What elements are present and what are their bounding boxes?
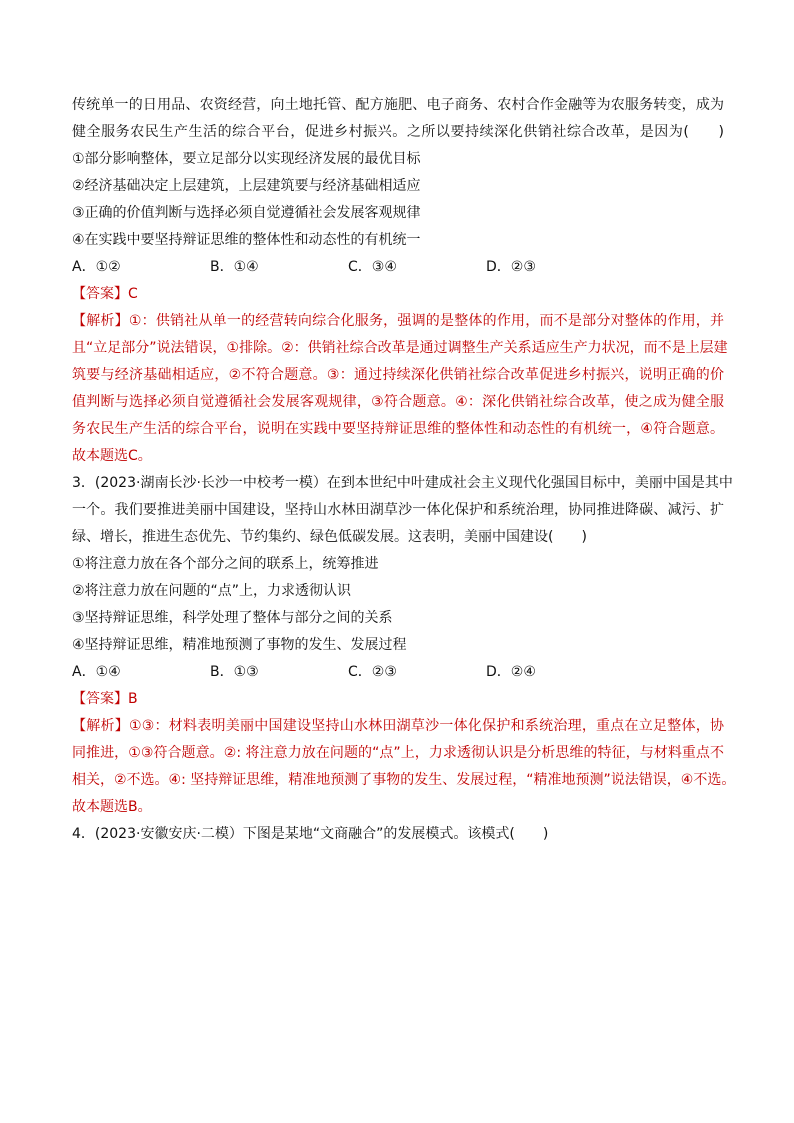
option-c: C．②③ (348, 664, 397, 680)
question-stem-line: 4．(2023·安徽安庆·二模）下图是某地“文商融合”的发展模式。该模式( ) (72, 826, 549, 842)
choice-statement: ④坚持辩证思维，精准地预测了事物的发生、发展过程 (72, 637, 407, 653)
analysis-text: ①：供销社从单一的经营转向综合化服务，强调的是整体的作用，而不是部分对整体的作用，并 (128, 313, 724, 329)
choice-statement: ②经济基础决定上层建筑，上层建筑要与经济基础相适应 (72, 178, 421, 194)
analysis-text: ④符合题意。 (640, 421, 724, 437)
choice-statement: ③正确的价值判断与选择必须自觉遵循社会发展客观规律 (72, 205, 421, 221)
choice-statement: ③坚持辩证思维，科学处理了整体与部分之间的关系 (72, 610, 393, 626)
analysis-conclusion: 故本题选B。 (72, 799, 152, 815)
option-d: D．②③ (486, 259, 536, 275)
option-b: B．①③ (210, 664, 259, 680)
question-stem-line: 绿、增长，推进生态优先、节约集约、绿色低碳发展。这表明，美丽中国建设( ) (72, 529, 587, 545)
option-a: A．①② (72, 259, 121, 275)
analysis-text: 务农民生产生活的综合平台，说明在实践中要坚持辩证思维的整体性和动态性的有机统一， (72, 421, 641, 437)
document-page (72, 92, 736, 848)
analysis-line: 相关，②不选。④: 坚持辩证思维，精准地预测了事物的发生、发展过程，“精准地预测”说法错误，④不选。 (72, 772, 736, 788)
answer-value: B (128, 691, 138, 707)
analysis-text: ③：通过持续深化供销社综合改革促进乡村振兴，说明正确的价 (326, 367, 724, 383)
analysis-text: ①③：材料表明美丽中国建设坚持山水林田湖草沙一体化保护和系统治理，重点在立足整体，协 (128, 718, 724, 734)
analysis-line (72, 362, 724, 389)
question-stem-line: 传统单一的日用品、农资经营，向土地托管、配方施肥、电子商务、农村合作金融等为农服务转变，成为 (72, 97, 724, 113)
analysis-line (72, 416, 724, 443)
answer-line (72, 686, 724, 713)
analysis-conclusion: 故本题选C。 (72, 448, 152, 464)
analysis-text: ③符合题意。 (371, 394, 456, 410)
question-stem-line: 3．(2023·湖南长沙·长沙一中校考一模）在到本世纪中叶建成社会主义现代化强国目标中，美丽中国是其中 (72, 475, 733, 491)
analysis-line (72, 713, 724, 740)
choice-statement: ④在实践中要坚持辩证思维的整体性和动态性的有机统一 (72, 232, 421, 248)
answer-value: C (128, 286, 138, 302)
options-row (72, 254, 724, 281)
analysis-tag: 【解析】 (72, 313, 129, 329)
options-row (72, 659, 724, 686)
analysis-text: 筑要与经济基础相适应， (72, 367, 229, 383)
question-stem-line: 一个。我们要推进美丽中国建设，坚持山水林田湖草沙一体化保护和系统治理，协同推进降碳、减污、扩 (72, 502, 724, 518)
analysis-line (72, 308, 724, 335)
analysis-text: ②不符合题意。 (228, 367, 327, 383)
option-a: A．①④ (72, 664, 121, 680)
answer-tag: 【答案】 (72, 286, 128, 302)
option-d: D．②④ (486, 664, 536, 680)
analysis-text: ④：深化供销社综合改革，使之成为健全服 (455, 394, 724, 410)
analysis-line (72, 389, 724, 416)
choice-statement: ①部分影响整体，要立足部分以实现经济发展的最优目标 (72, 151, 421, 167)
answer-tag: 【答案】 (72, 691, 128, 707)
question-stem-line: 健全服务农民生产生活的综合平台，促进乡村振兴。之所以要持续深化供销社综合改革，是因为( ) (72, 124, 724, 140)
analysis-text: 且“立足部分”说法错误， (72, 340, 227, 356)
analysis-tag: 【解析】 (72, 718, 129, 734)
choice-statement: ①将注意力放在各个部分之间的联系上，统筹推进 (72, 556, 379, 572)
choice-statement: ②将注意力放在问题的“点”上，力求透彻认识 (72, 583, 352, 599)
analysis-text: ①排除。 (226, 340, 282, 356)
option-b: B．①④ (210, 259, 259, 275)
analysis-line (72, 443, 724, 470)
analysis-line (72, 335, 728, 362)
analysis-line: 同推进，①③符合题意。②: 将注意力放在问题的“点”上，力求透彻认识是分析思维的特征，与材料重点不 (72, 745, 724, 761)
analysis-text: ②：供销社综合改革是通过调整生产关系适应生产力状况，而不是上层建 (281, 340, 728, 356)
option-c: C．③④ (348, 259, 397, 275)
answer-line (72, 281, 724, 308)
analysis-text: 值判断与选择必须自觉遵循社会发展客观规律， (72, 394, 372, 410)
